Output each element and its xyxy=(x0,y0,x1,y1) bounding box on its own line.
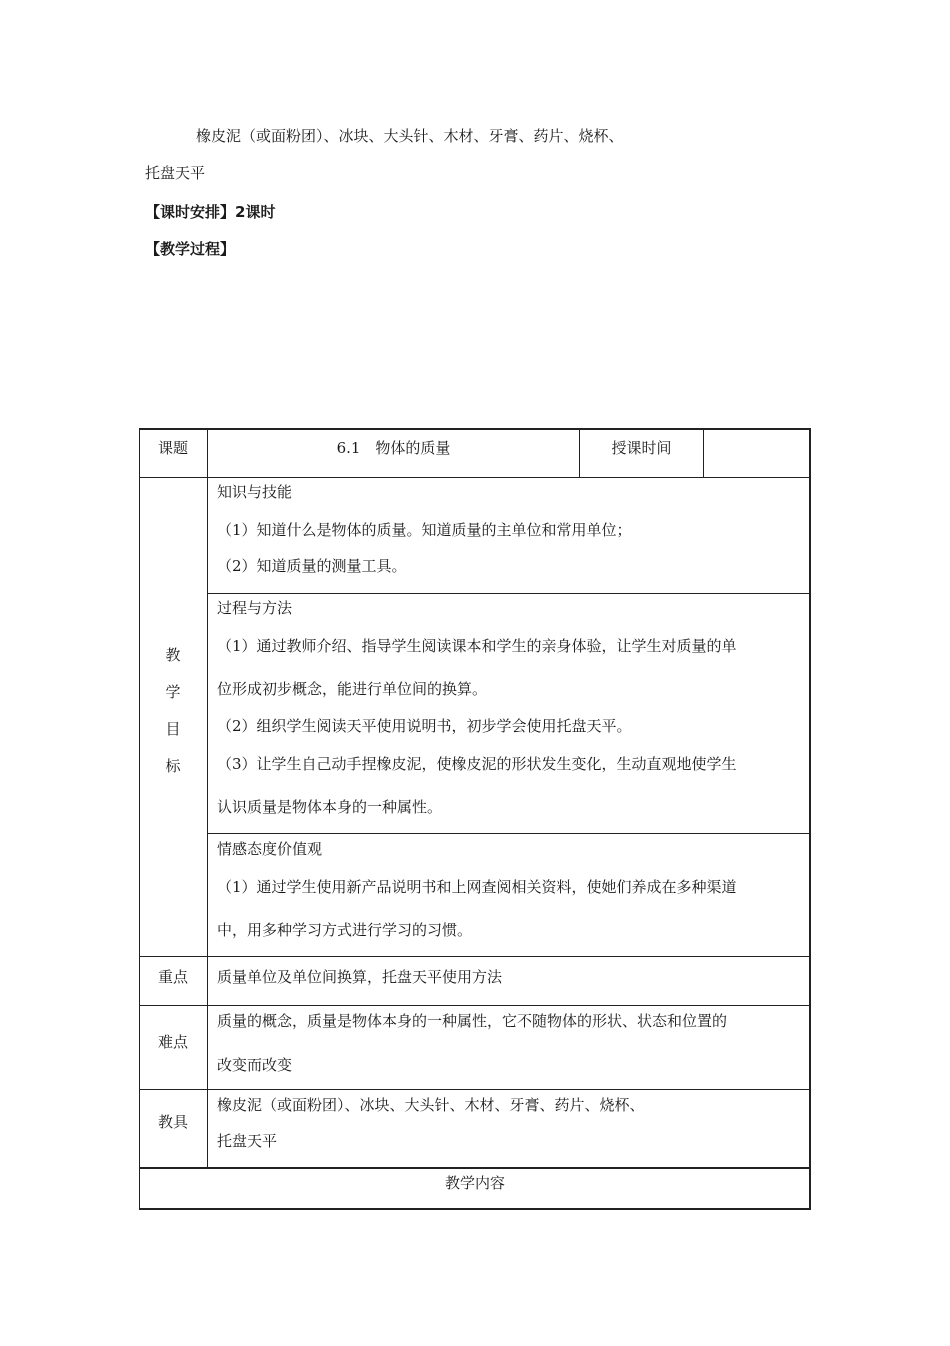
tools-line-1: 橡皮泥（或面粉团）、冰块、大头针、木材、牙膏、药片、烧杯、 xyxy=(217,1096,645,1114)
teaching-content-label: 教学内容 xyxy=(444,1174,505,1192)
lesson-plan-table xyxy=(139,428,811,1210)
rule-label-column xyxy=(207,428,208,1168)
table-border-right xyxy=(809,428,811,1210)
knowledge-item-2: （2）知道质量的测量工具。 xyxy=(217,557,407,575)
materials-line-2: 托盘天平 xyxy=(145,164,206,182)
topic-value: 6.1 物体的质量 xyxy=(336,439,451,457)
process-line-3: （2）组织学生阅读天平使用说明书，初步学会使用托盘天平。 xyxy=(217,717,632,735)
rule-key-points xyxy=(139,1005,811,1006)
rule-tools xyxy=(139,1167,811,1169)
emotion-line-1: （1）通过学生使用新产品说明书和上网查阅相关资料，使她们养成在多种渠道 xyxy=(217,878,737,896)
process-line-5: 认识质量是物体本身的一种属性。 xyxy=(217,798,443,816)
process-title: 过程与方法 xyxy=(217,599,293,617)
tools-label: 教具 xyxy=(157,1113,188,1131)
topic-label: 课题 xyxy=(157,439,188,457)
materials-line-1: 橡皮泥（或面粉团）、冰块、大头针、木材、牙膏、药片、烧杯、 xyxy=(196,127,624,145)
process-heading: 【教学过程】 xyxy=(145,240,236,258)
difficulties-label: 难点 xyxy=(157,1033,188,1051)
schedule-heading: 【课时安排】2课时 xyxy=(145,203,276,221)
rule-knowledge xyxy=(207,593,811,594)
table-border-bottom xyxy=(139,1208,811,1210)
rule-time-label-right xyxy=(703,428,704,478)
tools-line-2: 托盘天平 xyxy=(217,1132,278,1150)
table-border-left xyxy=(139,428,140,1210)
emotion-title: 情感态度价值观 xyxy=(217,840,323,858)
rule-difficulties xyxy=(139,1089,811,1090)
rule-objectives xyxy=(139,956,811,957)
key-points-text: 质量单位及单位间换算，托盘天平使用方法 xyxy=(217,968,503,986)
time-label: 授课时间 xyxy=(611,439,672,457)
knowledge-item-1: （1）知道什么是物体的质量。知道质量的主单位和常用单位； xyxy=(217,521,632,539)
objectives-label-char-1: 教 xyxy=(165,646,181,664)
process-line-1: （1）通过教师介绍、指导学生阅读课本和学生的亲身体验，让学生对质量的单 xyxy=(217,637,737,655)
objectives-label-char-4: 标 xyxy=(165,757,181,775)
table-border-top xyxy=(139,428,811,430)
rule-process xyxy=(207,833,811,834)
rule-header xyxy=(139,477,811,478)
process-line-4: （3）让学生自己动手捏橡皮泥，使橡皮泥的形状发生变化，生动直观地使学生 xyxy=(217,755,737,773)
difficulties-line-2: 改变而改变 xyxy=(217,1056,293,1074)
objectives-label-char-3: 目 xyxy=(165,720,181,738)
objectives-label-char-2: 学 xyxy=(165,683,181,701)
process-line-2: 位形成初步概念，能进行单位间的换算。 xyxy=(217,680,488,698)
key-points-label: 重点 xyxy=(157,968,188,986)
difficulties-line-1: 质量的概念，质量是物体本身的一种属性，它不随物体的形状、状态和位置的 xyxy=(217,1012,728,1030)
knowledge-title: 知识与技能 xyxy=(217,483,293,501)
emotion-line-2: 中，用多种学习方式进行学习的习惯。 xyxy=(217,921,473,939)
